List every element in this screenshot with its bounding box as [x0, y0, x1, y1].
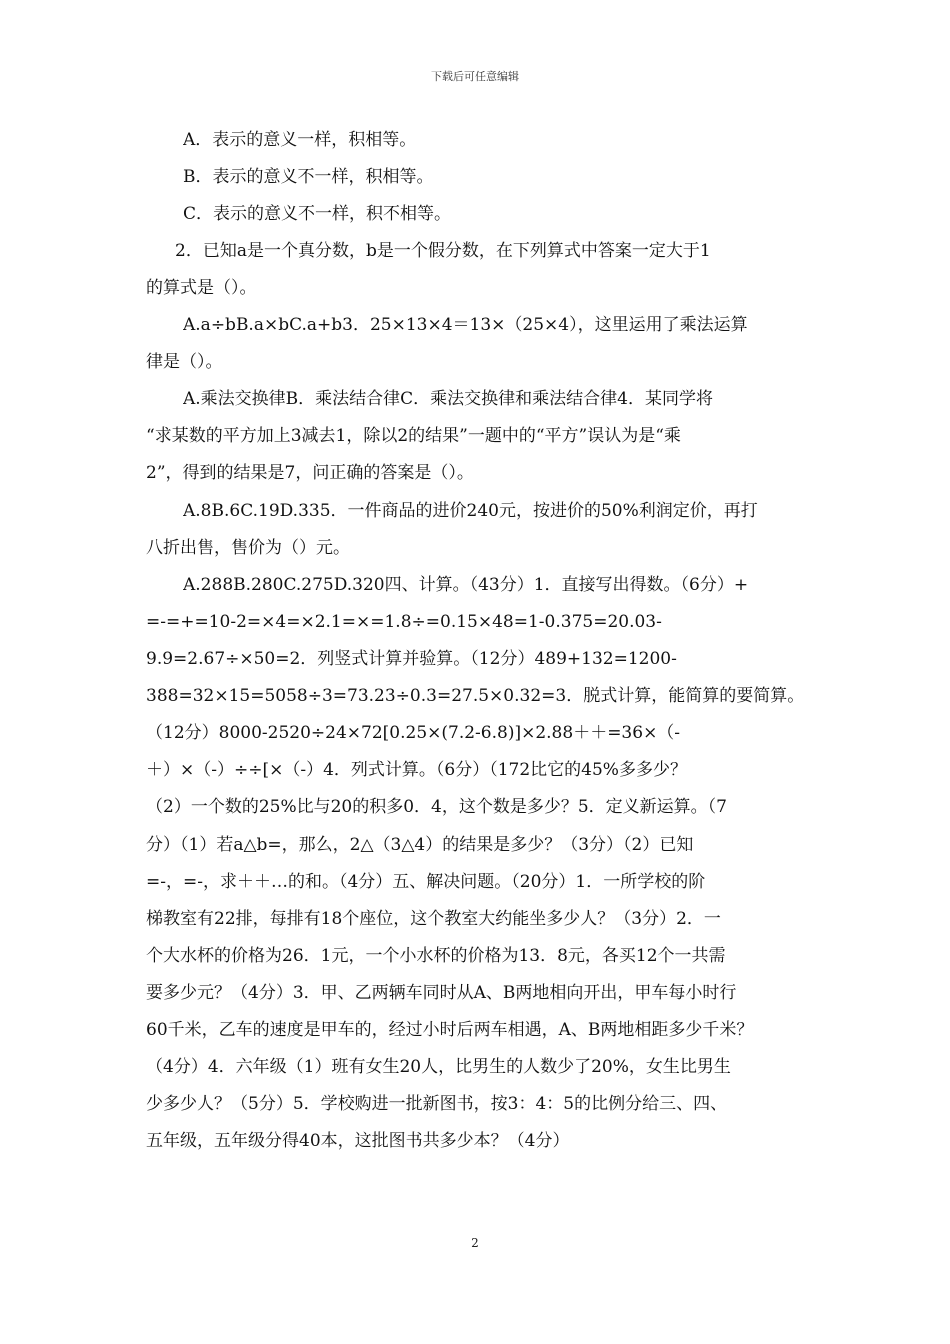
section-5-line-6: （4分）4．六年级（1）班有女生20人，比男生的人数少了20%，女生比男生 — [146, 1057, 731, 1077]
option-a: A．表示的意义一样，积相等。 — [183, 130, 417, 150]
section-4-line-1: A.288B.280C.275D.320四、计算。（43分）1．直接写出得数。（6分）+ — [183, 575, 749, 595]
option-c: C．表示的意义不一样，积不相等。 — [183, 204, 452, 224]
question-4-line-2: “求某数的平方加上3减去1，除以2的结果”一题中的“平方”误认为是“乘 — [146, 426, 681, 446]
section-4-line-6: ＋）×（-）÷÷[×（-）4．列式计算。（6分）（172比它的45%多多少？ — [146, 760, 687, 780]
section-5-line-2: 梯教室有22排，每排有18个座位，这个教室大约能坐多少人？（3分）2．一 — [146, 909, 721, 929]
question-5-line-2: 八折出售，售价为（）元。 — [146, 538, 350, 558]
option-b: B．表示的意义不一样，积相等。 — [183, 167, 434, 187]
section-5-line-5: 60千米，乙车的速度是甲车的，经过小时后两车相遇，A、B两地相距多少千米？ — [146, 1020, 754, 1040]
section-4-line-2: =-=+=10-2=×4=×2.1=×=1.8÷=0.15×48=1-0.375=20.03- — [146, 612, 662, 632]
section-5-line-7: 少多少人？（5分）5．学校购进一批新图书，按3：4：5的比例分给三、四、 — [146, 1094, 728, 1114]
section-5-line-4: 要多少元？（4分）3．甲、乙两辆车同时从A、B两地相向开出，甲车每小时行 — [146, 983, 737, 1003]
section-4-line-4: 388=32×15=5058÷3=73.23÷0.3=27.5×0.32=3．脱式计算，能简算的要简算。 — [146, 686, 805, 706]
section-5-line-8: 五年级，五年级分得40本，这批图书共多少本？（4分） — [146, 1131, 570, 1151]
question-3-line-2: 律是（）。 — [146, 352, 223, 372]
question-3-line-1: A.a÷bB.a×bC.a+b3．25×13×4＝13×（25×4），这里运用了乘法运算 — [183, 315, 748, 335]
question-2-line-1: 2．已知a是一个真分数，b是一个假分数，在下列算式中答案一定大于1 — [175, 241, 711, 261]
section-4-line-8: 分）（1）若a△b=，那么，2△（3△4）的结果是多少？（3分）（2）已知 — [146, 835, 694, 855]
section-4-line-7: （2）一个数的25%比与20的积多0．4，这个数是多少？5．定义新运算。（7 — [146, 797, 727, 817]
page-header: 下载后可任意编辑 — [431, 70, 519, 83]
section-5-line-1: =-，=-，求＋＋…的和。（4分）五、解决问题。（20分）1．一所学校的阶 — [146, 872, 706, 892]
page-number: 2 — [471, 1236, 479, 1250]
question-5-line-1: A.8B.6C.19D.335．一件商品的进价240元，按进价的50%利润定价，再打 — [183, 501, 758, 521]
question-2-line-2: 的算式是（）。 — [146, 278, 257, 298]
section-5-line-3: 个大水杯的价格为26．1元，一个小水杯的价格为13．8元，各买12个一共需 — [146, 946, 726, 966]
section-4-line-5: （12分）8000-2520÷24×72[0.25×(7.2-6.8)]×2.88＋＋=36×（- — [146, 723, 681, 743]
question-4-line-3: 2”，得到的结果是7，问正确的答案是（）。 — [146, 463, 474, 483]
question-4-line-1: A.乘法交换律B．乘法结合律C．乘法交换律和乘法结合律4．某同学将 — [183, 389, 713, 409]
section-4-line-3: 9.9=2.67÷×50=2．列竖式计算并验算。（12分）489+132=1200- — [146, 649, 677, 669]
